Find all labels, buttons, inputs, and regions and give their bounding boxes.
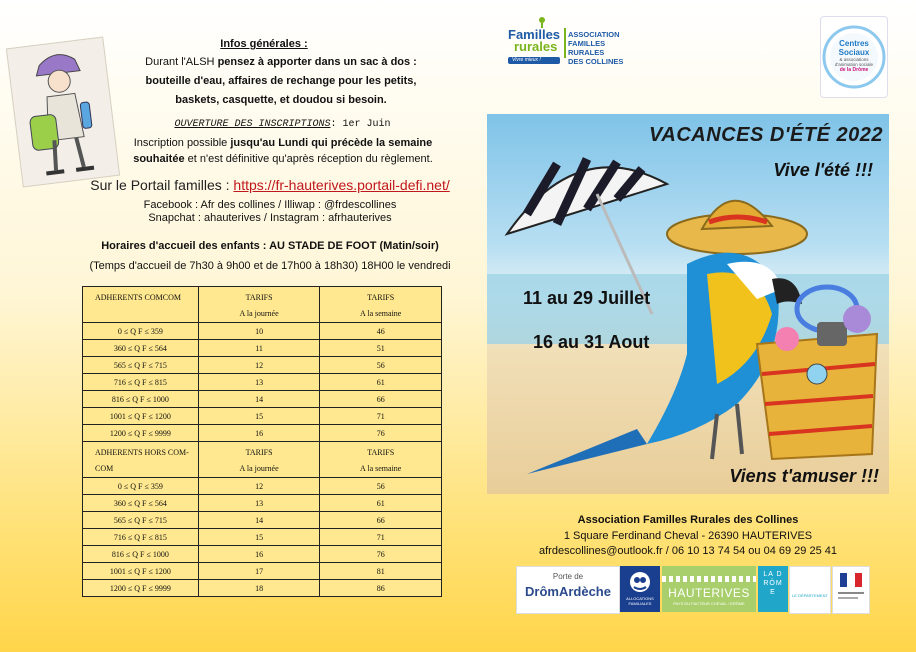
tarifs-column-header bbox=[320, 287, 442, 323]
day-price-cell: 11 bbox=[198, 340, 320, 357]
familles-word: Familles bbox=[508, 27, 561, 42]
qf-range-cell: 360 ≤ Q F ≤ 564 bbox=[83, 340, 199, 357]
tarifs-table bbox=[82, 286, 442, 597]
hauterives-logo bbox=[662, 566, 756, 612]
week-price-cell: 56 bbox=[320, 478, 442, 495]
qf-range-cell: 0 ≤ Q F ≤ 359 bbox=[83, 323, 199, 340]
week-price-cell: 61 bbox=[320, 495, 442, 512]
day-price-cell: 13 bbox=[198, 374, 320, 391]
infos-line-1-bold: pensez à apporter dans un sac à dos : bbox=[217, 56, 417, 68]
week-price-cell: 81 bbox=[320, 563, 442, 580]
day-price-cell: 13 bbox=[198, 495, 320, 512]
day-price-cell: 12 bbox=[198, 478, 320, 495]
dates-aout: 16 au 31 Aout bbox=[533, 332, 650, 352]
tarifs-header-label: TARIFS bbox=[367, 293, 395, 302]
table-row bbox=[83, 495, 442, 512]
table-row bbox=[83, 374, 442, 391]
table-row bbox=[83, 357, 442, 374]
table-row bbox=[83, 512, 442, 529]
qf-range-cell: 716 ≤ Q F ≤ 815 bbox=[83, 529, 199, 546]
cs-line-5: de la Drôme bbox=[839, 67, 869, 73]
week-price-cell: 76 bbox=[320, 546, 442, 563]
portal-prefix: Sur le Portail familles : bbox=[90, 177, 234, 193]
hauterives-subtext: PAYS DU FACTEUR CHEVAL / DRÔME bbox=[673, 601, 745, 606]
group-label: ADHERENTS HORS COM-COM bbox=[83, 442, 199, 478]
tarifs-column-header bbox=[198, 442, 320, 478]
tarifs-header-sub: A la semaine bbox=[360, 464, 402, 473]
tarifs-column-header bbox=[198, 287, 320, 323]
social-line-2: Snapchat : ahauterives / Instagram : afrhauterives bbox=[148, 212, 392, 224]
table-row bbox=[83, 580, 442, 597]
french-flag-icon bbox=[840, 573, 862, 587]
rurales-word: rurales bbox=[514, 39, 558, 54]
table-row bbox=[83, 340, 442, 357]
day-price-cell: 18 bbox=[198, 580, 320, 597]
assoc-line-2: FAMILLES RURALES bbox=[568, 39, 606, 57]
inscriptions-line-1-prefix: Inscription possible bbox=[133, 137, 231, 149]
hours-detail: (Temps d'accueil de 7h30 à 9h00 et de 17h00 à 18h30) 18H00 le vendredi bbox=[89, 260, 451, 272]
caf-emblem-icon bbox=[628, 570, 652, 594]
social-line-1: Facebook : Afr des collines / Illiwap : @frdescollines bbox=[143, 199, 397, 211]
day-price-cell: 15 bbox=[198, 529, 320, 546]
qf-range-cell: 1200 ≤ Q F ≤ 9999 bbox=[83, 425, 199, 442]
week-price-cell: 76 bbox=[320, 425, 442, 442]
inscriptions-date: : 1er Juin bbox=[330, 119, 391, 130]
inscriptions-line-1-bold: jusqu'au Lundi qui précède la semaine bbox=[230, 137, 433, 149]
qf-range-cell: 816 ≤ Q F ≤ 1000 bbox=[83, 391, 199, 408]
porte-dromardeche-logo bbox=[516, 566, 620, 614]
cs-line-3: & associations bbox=[839, 57, 869, 62]
tarifs-header-label: TARIFS bbox=[245, 448, 273, 457]
la-drome-logo bbox=[758, 566, 788, 612]
tarifs-header-sub: A la semaine bbox=[360, 309, 402, 318]
portal-line bbox=[60, 177, 480, 193]
qf-range-cell: 565 ≤ Q F ≤ 715 bbox=[83, 512, 199, 529]
porte-small-text: Porte de bbox=[552, 572, 584, 581]
table-row bbox=[83, 478, 442, 495]
porte-big-text: DrômArdèche bbox=[525, 584, 611, 599]
tarifs-header-row bbox=[83, 442, 442, 478]
summer-poster bbox=[487, 114, 889, 494]
qf-range-cell: 565 ≤ Q F ≤ 715 bbox=[83, 357, 199, 374]
table-row bbox=[83, 546, 442, 563]
table-row bbox=[83, 408, 442, 425]
infos-line-1-prefix: Durant l'ALSH bbox=[145, 56, 218, 68]
qf-range-cell: 1001 ≤ Q F ≤ 1200 bbox=[83, 408, 199, 425]
portal-link[interactable]: https://fr-hauterives.portail-defi.net/ bbox=[233, 177, 450, 193]
inscriptions-line-2-rest: et n'est définitive qu'après réception du règlement. bbox=[184, 153, 433, 165]
week-price-cell: 71 bbox=[320, 529, 442, 546]
inscriptions-text bbox=[108, 135, 458, 167]
qf-range-cell: 0 ≤ Q F ≤ 359 bbox=[83, 478, 199, 495]
day-price-cell: 17 bbox=[198, 563, 320, 580]
address-street: 1 Square Ferdinand Cheval - 26390 HAUTERIVES bbox=[563, 530, 813, 542]
caf-text: ALLOCATIONS FAMILIALES bbox=[626, 596, 654, 606]
la-drome-text: LA DRÔME bbox=[763, 571, 783, 596]
week-price-cell: 66 bbox=[320, 391, 442, 408]
infos-line-1 bbox=[96, 56, 466, 68]
table-row bbox=[83, 323, 442, 340]
table-row bbox=[83, 391, 442, 408]
tarifs-header-row bbox=[83, 287, 442, 323]
vive-ete-text: Vive l'été !!! bbox=[773, 160, 873, 180]
dates-juillet: 11 au 29 Juillet bbox=[523, 288, 651, 308]
infos-title: Infos générales : bbox=[220, 38, 308, 50]
viens-amuser-text: Viens t'amuser !!! bbox=[729, 466, 879, 486]
qf-range-cell: 1001 ≤ Q F ≤ 1200 bbox=[83, 563, 199, 580]
familles-tagline: Vivre mieux ! bbox=[512, 57, 541, 63]
week-price-cell: 71 bbox=[320, 408, 442, 425]
tarifs-header-sub: A la journée bbox=[239, 309, 279, 318]
week-price-cell: 51 bbox=[320, 340, 442, 357]
cs-line-2: Sociaux bbox=[838, 48, 870, 57]
day-price-cell: 15 bbox=[198, 408, 320, 425]
assoc-line-1: ASSOCIATION bbox=[568, 30, 620, 39]
group-label: ADHERENTS COMCOM bbox=[83, 287, 199, 323]
departement-logo bbox=[789, 566, 831, 614]
tarifs-header-label: TARIFS bbox=[367, 448, 395, 457]
departement-text: LE DÉPARTEMENT bbox=[792, 593, 828, 598]
poster-title: VACANCES D'ÉTÉ 2022 bbox=[649, 124, 883, 146]
tarifs-column-header bbox=[320, 442, 442, 478]
table-row bbox=[83, 563, 442, 580]
qf-range-cell: 360 ≤ Q F ≤ 564 bbox=[83, 495, 199, 512]
address-contact: afrdescollines@outlook.fr / 06 10 13 74 54 ou 04 69 29 25 41 bbox=[539, 545, 837, 557]
infos-line-3: baskets, casquette, et doudou si besoin. bbox=[175, 94, 387, 106]
day-price-cell: 14 bbox=[198, 391, 320, 408]
republique-text-line bbox=[838, 592, 864, 594]
address-name: Association Familles Rurales des Collines bbox=[577, 514, 799, 526]
cs-line-4: d'animation sociale bbox=[834, 62, 874, 67]
republique-text-line bbox=[838, 597, 858, 599]
hours-title: Horaires d'accueil des enfants : AU STADE DE FOOT (Matin/soir) bbox=[101, 240, 439, 252]
hauterives-pattern bbox=[662, 576, 756, 582]
logo-divider bbox=[564, 28, 566, 58]
inscriptions-label: OUVERTURE DES INSCRIPTIONS bbox=[174, 119, 331, 130]
cs-line-1: Centres bbox=[839, 39, 869, 48]
table-row bbox=[83, 529, 442, 546]
day-price-cell: 16 bbox=[198, 546, 320, 563]
caf-logo bbox=[620, 566, 660, 612]
inscriptions-line-2-bold: souhaitée bbox=[133, 153, 185, 165]
infos-line-2: bouteille d'eau, affaires de rechange pour les petits, bbox=[145, 75, 417, 87]
week-price-cell: 61 bbox=[320, 374, 442, 391]
centres-sociaux-text bbox=[821, 39, 887, 74]
republique-francaise-logo bbox=[832, 566, 870, 614]
table-row bbox=[83, 425, 442, 442]
tarifs-header-sub: A la journée bbox=[239, 464, 279, 473]
day-price-cell: 16 bbox=[198, 425, 320, 442]
tarifs-header-label: TARIFS bbox=[245, 293, 273, 302]
week-price-cell: 56 bbox=[320, 357, 442, 374]
week-price-cell: 86 bbox=[320, 580, 442, 597]
qf-range-cell: 1200 ≤ Q F ≤ 9999 bbox=[83, 580, 199, 597]
familles-rurales-logo bbox=[506, 14, 642, 66]
day-price-cell: 12 bbox=[198, 357, 320, 374]
week-price-cell: 46 bbox=[320, 323, 442, 340]
centres-sociaux-logo bbox=[820, 16, 888, 98]
day-price-cell: 10 bbox=[198, 323, 320, 340]
week-price-cell: 66 bbox=[320, 512, 442, 529]
hauterives-text: HAUTERIVES bbox=[668, 586, 750, 600]
inscriptions-opening bbox=[110, 119, 455, 130]
assoc-line-3: DES COLLINES bbox=[568, 57, 624, 66]
association-name-block bbox=[568, 30, 642, 66]
day-price-cell: 14 bbox=[198, 512, 320, 529]
qf-range-cell: 816 ≤ Q F ≤ 1000 bbox=[83, 546, 199, 563]
qf-range-cell: 716 ≤ Q F ≤ 815 bbox=[83, 374, 199, 391]
